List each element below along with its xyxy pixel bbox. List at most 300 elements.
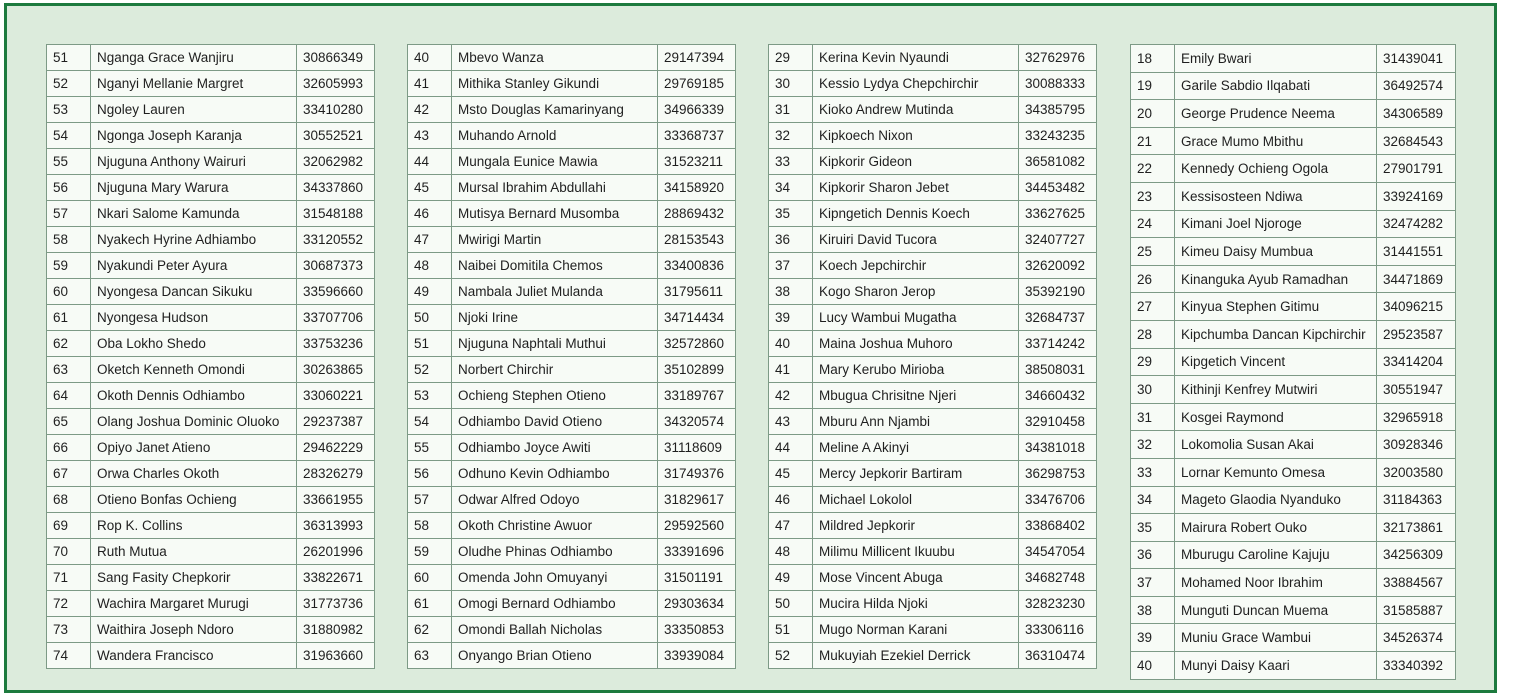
table-row [769, 513, 1097, 539]
id-number-cell: 28869432 [658, 201, 736, 227]
id-number-cell: 34660432 [1019, 383, 1097, 409]
name-cell: Kithinji Kenfrey Mutwiri [1175, 376, 1377, 404]
id-number-cell: 34256309 [1377, 541, 1456, 569]
table-row [1131, 155, 1456, 183]
id-number-cell: 34096215 [1377, 293, 1456, 321]
name-cell: Odhuno Kevin Odhiambo [452, 461, 658, 487]
table-row [769, 357, 1097, 383]
id-number-cell: 34547054 [1019, 539, 1097, 565]
table-row [47, 565, 375, 591]
id-number-cell: 29303634 [658, 591, 736, 617]
table-row [47, 383, 375, 409]
id-number-cell: 32910458 [1019, 409, 1097, 435]
row-number-cell: 62 [47, 331, 91, 357]
id-number-cell: 36492574 [1377, 72, 1456, 100]
name-cell: Garile Sabdio Ilqabati [1175, 72, 1377, 100]
id-number-cell: 30928346 [1377, 431, 1456, 459]
table-row [47, 253, 375, 279]
id-number-cell: 33714242 [1019, 331, 1097, 357]
table-row [408, 435, 736, 461]
name-cell: Mbevo Wanza [452, 45, 658, 71]
table-row [769, 149, 1097, 175]
id-number-cell: 35102899 [658, 357, 736, 383]
name-cell: Njoki Irine [452, 305, 658, 331]
name-cell: Kosgei Raymond [1175, 403, 1377, 431]
name-list-table-4 [1130, 44, 1456, 680]
name-cell: Mugo Norman Karani [813, 617, 1019, 643]
row-number-cell: 21 [1131, 127, 1175, 155]
id-number-cell: 34714434 [658, 305, 736, 331]
id-number-cell: 31118609 [658, 435, 736, 461]
row-number-cell: 37 [769, 253, 813, 279]
name-cell: Msto Douglas Kamarinyang [452, 97, 658, 123]
id-number-cell: 27901791 [1377, 155, 1456, 183]
id-number-cell: 32823230 [1019, 591, 1097, 617]
row-number-cell: 30 [769, 71, 813, 97]
id-number-cell: 33476706 [1019, 487, 1097, 513]
name-cell: Rop K. Collins [91, 513, 297, 539]
table-row [408, 253, 736, 279]
row-number-cell: 44 [408, 149, 452, 175]
table-row [1131, 238, 1456, 266]
name-cell: Okoth Christine Awuor [452, 513, 658, 539]
name-cell: Kioko Andrew Mutinda [813, 97, 1019, 123]
id-number-cell: 32684543 [1377, 127, 1456, 155]
row-number-cell: 53 [47, 97, 91, 123]
name-cell: Grace Mumo Mbithu [1175, 127, 1377, 155]
row-number-cell: 22 [1131, 155, 1175, 183]
name-list-table-3 [768, 44, 1097, 669]
row-number-cell: 52 [408, 357, 452, 383]
row-number-cell: 52 [47, 71, 91, 97]
row-number-cell: 68 [47, 487, 91, 513]
row-number-cell: 53 [408, 383, 452, 409]
table-row [47, 45, 375, 71]
row-number-cell: 67 [47, 461, 91, 487]
name-cell: Otieno Bonfas Ochieng [91, 487, 297, 513]
table-row [408, 201, 736, 227]
table-row [769, 123, 1097, 149]
table-row [1131, 458, 1456, 486]
table-row [408, 591, 736, 617]
name-cell: Ngonga Joseph Karanja [91, 123, 297, 149]
name-cell: Mutisya Bernard Musomba [452, 201, 658, 227]
name-cell: Mose Vincent Abuga [813, 565, 1019, 591]
table-row [408, 227, 736, 253]
name-cell: Njuguna Anthony Wairuri [91, 149, 297, 175]
row-number-cell: 35 [769, 201, 813, 227]
id-number-cell: 33391696 [658, 539, 736, 565]
id-number-cell: 34682748 [1019, 565, 1097, 591]
row-number-cell: 25 [1131, 238, 1175, 266]
table-row [408, 461, 736, 487]
id-number-cell: 33350853 [658, 617, 736, 643]
id-number-cell: 31585887 [1377, 596, 1456, 624]
row-number-cell: 39 [1131, 624, 1175, 652]
table-row [1131, 514, 1456, 542]
name-cell: Kipchumba Dancan Kipchirchir [1175, 320, 1377, 348]
table-row [47, 201, 375, 227]
row-number-cell: 54 [47, 123, 91, 149]
row-number-cell: 61 [408, 591, 452, 617]
name-cell: Koech Jepchirchir [813, 253, 1019, 279]
table-row [408, 331, 736, 357]
table-row [408, 539, 736, 565]
row-number-cell: 27 [1131, 293, 1175, 321]
name-cell: Lucy Wambui Mugatha [813, 305, 1019, 331]
table-row [408, 409, 736, 435]
row-number-cell: 31 [769, 97, 813, 123]
row-number-cell: 60 [408, 565, 452, 591]
row-number-cell: 50 [408, 305, 452, 331]
row-number-cell: 18 [1131, 45, 1175, 73]
id-number-cell: 34306589 [1377, 100, 1456, 128]
name-cell: Mary Kerubo Mirioba [813, 357, 1019, 383]
id-number-cell: 29462229 [297, 435, 375, 461]
id-number-cell: 30866349 [297, 45, 375, 71]
row-number-cell: 63 [47, 357, 91, 383]
name-cell: Mohamed Noor Ibrahim [1175, 569, 1377, 597]
id-number-cell: 32965918 [1377, 403, 1456, 431]
row-number-cell: 40 [408, 45, 452, 71]
id-number-cell: 31548188 [297, 201, 375, 227]
row-number-cell: 56 [408, 461, 452, 487]
id-number-cell: 36313993 [297, 513, 375, 539]
row-number-cell: 45 [408, 175, 452, 201]
id-number-cell: 34320574 [658, 409, 736, 435]
row-number-cell: 41 [408, 71, 452, 97]
id-number-cell: 32620092 [1019, 253, 1097, 279]
row-number-cell: 73 [47, 617, 91, 643]
table-row [1131, 45, 1456, 73]
table-row [769, 305, 1097, 331]
table-row [769, 383, 1097, 409]
row-number-cell: 48 [769, 539, 813, 565]
id-number-cell: 29147394 [658, 45, 736, 71]
name-cell: Kogo Sharon Jerop [813, 279, 1019, 305]
row-number-cell: 30 [1131, 376, 1175, 404]
table-row [769, 539, 1097, 565]
row-number-cell: 32 [769, 123, 813, 149]
id-number-cell: 33306116 [1019, 617, 1097, 643]
table-row [408, 357, 736, 383]
row-number-cell: 34 [769, 175, 813, 201]
row-number-cell: 38 [1131, 596, 1175, 624]
row-number-cell: 26 [1131, 265, 1175, 293]
row-number-cell: 28 [1131, 320, 1175, 348]
id-number-cell: 34158920 [658, 175, 736, 201]
row-number-cell: 65 [47, 409, 91, 435]
name-cell: Odhiambo Joyce Awiti [452, 435, 658, 461]
id-number-cell: 32173861 [1377, 514, 1456, 542]
id-number-cell: 33414204 [1377, 348, 1456, 376]
table-row [47, 357, 375, 383]
row-number-cell: 40 [1131, 652, 1175, 680]
table-row [769, 279, 1097, 305]
id-number-cell: 29523587 [1377, 320, 1456, 348]
name-cell: Munyi Daisy Kaari [1175, 652, 1377, 680]
name-cell: Kessisosteen Ndiwa [1175, 182, 1377, 210]
row-number-cell: 46 [769, 487, 813, 513]
row-number-cell: 51 [769, 617, 813, 643]
table-row [1131, 376, 1456, 404]
table-row [47, 123, 375, 149]
id-number-cell: 33243235 [1019, 123, 1097, 149]
table-row [47, 305, 375, 331]
id-number-cell: 30552521 [297, 123, 375, 149]
name-cell: Mursal Ibrahim Abdullahi [452, 175, 658, 201]
name-cell: Ngoley Lauren [91, 97, 297, 123]
id-number-cell: 30551947 [1377, 376, 1456, 404]
table-row [769, 461, 1097, 487]
name-cell: Orwa Charles Okoth [91, 461, 297, 487]
table-row [769, 409, 1097, 435]
name-cell: Kiruiri David Tucora [813, 227, 1019, 253]
table-row [47, 539, 375, 565]
id-number-cell: 33060221 [297, 383, 375, 409]
id-number-cell: 33661955 [297, 487, 375, 513]
name-cell: Ruth Mutua [91, 539, 297, 565]
id-number-cell: 31523211 [658, 149, 736, 175]
table-row [1131, 265, 1456, 293]
name-cell: Kinanguka Ayub Ramadhan [1175, 265, 1377, 293]
name-cell: Norbert Chirchir [452, 357, 658, 383]
table-row [47, 227, 375, 253]
table-row [769, 591, 1097, 617]
row-number-cell: 34 [1131, 486, 1175, 514]
table-row [1131, 72, 1456, 100]
table-row [408, 71, 736, 97]
row-number-cell: 31 [1131, 403, 1175, 431]
name-cell: Ochieng Stephen Otieno [452, 383, 658, 409]
table-row [408, 45, 736, 71]
id-number-cell: 33120552 [297, 227, 375, 253]
row-number-cell: 69 [47, 513, 91, 539]
row-number-cell: 29 [769, 45, 813, 71]
table-row [47, 331, 375, 357]
table-row [1131, 182, 1456, 210]
row-number-cell: 51 [408, 331, 452, 357]
table-row [769, 201, 1097, 227]
name-cell: Muniu Grace Wambui [1175, 624, 1377, 652]
id-number-cell: 33822671 [297, 565, 375, 591]
name-cell: Nganga Grace Wanjiru [91, 45, 297, 71]
name-cell: Mburu Ann Njambi [813, 409, 1019, 435]
name-cell: Mbugua Chrisitne Njeri [813, 383, 1019, 409]
row-number-cell: 57 [408, 487, 452, 513]
row-number-cell: 35 [1131, 514, 1175, 542]
name-cell: Mageto Glaodia Nyanduko [1175, 486, 1377, 514]
table-row [1131, 569, 1456, 597]
row-number-cell: 60 [47, 279, 91, 305]
name-cell: Mukuyiah Ezekiel Derrick [813, 643, 1019, 669]
id-number-cell: 34966339 [658, 97, 736, 123]
name-cell: Milimu Millicent Ikuubu [813, 539, 1019, 565]
name-cell: Kipgetich Vincent [1175, 348, 1377, 376]
table-row [47, 591, 375, 617]
name-cell: Waithira Joseph Ndoro [91, 617, 297, 643]
id-number-cell: 32572860 [658, 331, 736, 357]
table-row [769, 643, 1097, 669]
id-number-cell: 28326279 [297, 461, 375, 487]
table-row [1131, 127, 1456, 155]
name-cell: Oketch Kenneth Omondi [91, 357, 297, 383]
row-number-cell: 61 [47, 305, 91, 331]
row-number-cell: 50 [769, 591, 813, 617]
name-cell: Kessio Lydya Chepchirchir [813, 71, 1019, 97]
name-cell: Kinyua Stephen Gitimu [1175, 293, 1377, 321]
row-number-cell: 56 [47, 175, 91, 201]
row-number-cell: 47 [408, 227, 452, 253]
id-number-cell: 30088333 [1019, 71, 1097, 97]
row-number-cell: 66 [47, 435, 91, 461]
row-number-cell: 58 [47, 227, 91, 253]
id-number-cell: 32762976 [1019, 45, 1097, 71]
name-cell: Kerina Kevin Nyaundi [813, 45, 1019, 71]
name-cell: Oba Lokho Shedo [91, 331, 297, 357]
table-row [1131, 100, 1456, 128]
row-number-cell: 39 [769, 305, 813, 331]
row-number-cell: 42 [769, 383, 813, 409]
id-number-cell: 33924169 [1377, 182, 1456, 210]
table-row [408, 279, 736, 305]
id-number-cell: 29237387 [297, 409, 375, 435]
table-row [1131, 624, 1456, 652]
id-number-cell: 32605993 [297, 71, 375, 97]
table-row [769, 97, 1097, 123]
table-row [1131, 486, 1456, 514]
table-row [47, 643, 375, 669]
table-row [769, 227, 1097, 253]
row-number-cell: 55 [47, 149, 91, 175]
row-number-cell: 52 [769, 643, 813, 669]
row-number-cell: 48 [408, 253, 452, 279]
table-row [408, 643, 736, 669]
row-number-cell: 74 [47, 643, 91, 669]
id-number-cell: 31829617 [658, 487, 736, 513]
table-row [1131, 348, 1456, 376]
name-cell: Maina Joshua Muhoro [813, 331, 1019, 357]
table-row [769, 331, 1097, 357]
table-row [47, 175, 375, 201]
row-number-cell: 42 [408, 97, 452, 123]
name-cell: Opiyo Janet Atieno [91, 435, 297, 461]
id-number-cell: 33884567 [1377, 569, 1456, 597]
name-cell: Lokomolia Susan Akai [1175, 431, 1377, 459]
name-list-table-2 [407, 44, 736, 669]
table-row [408, 123, 736, 149]
name-cell: Mungala Eunice Mawia [452, 149, 658, 175]
row-number-cell: 40 [769, 331, 813, 357]
name-cell: Nyongesa Hudson [91, 305, 297, 331]
id-number-cell: 33340392 [1377, 652, 1456, 680]
name-cell: Oludhe Phinas Odhiambo [452, 539, 658, 565]
name-cell: Nyakundi Peter Ayura [91, 253, 297, 279]
id-number-cell: 33707706 [297, 305, 375, 331]
row-number-cell: 20 [1131, 100, 1175, 128]
row-number-cell: 55 [408, 435, 452, 461]
name-cell: Mildred Jepkorir [813, 513, 1019, 539]
name-cell: Kipkorir Sharon Jebet [813, 175, 1019, 201]
table-row [769, 71, 1097, 97]
id-number-cell: 31749376 [658, 461, 736, 487]
table-row [408, 513, 736, 539]
name-cell: Olang Joshua Dominic Oluoko [91, 409, 297, 435]
id-number-cell: 31773736 [297, 591, 375, 617]
table-row [408, 175, 736, 201]
id-number-cell: 33596660 [297, 279, 375, 305]
table-row [47, 97, 375, 123]
table-row [1131, 293, 1456, 321]
id-number-cell: 31963660 [297, 643, 375, 669]
name-cell: Kipngetich Dennis Koech [813, 201, 1019, 227]
table-row [769, 175, 1097, 201]
id-number-cell: 32407727 [1019, 227, 1097, 253]
row-number-cell: 62 [408, 617, 452, 643]
row-number-cell: 47 [769, 513, 813, 539]
id-number-cell: 33627625 [1019, 201, 1097, 227]
name-list-table-1 [46, 44, 375, 669]
row-number-cell: 36 [1131, 541, 1175, 569]
id-number-cell: 32684737 [1019, 305, 1097, 331]
name-cell: Odwar Alfred Odoyo [452, 487, 658, 513]
id-number-cell: 38508031 [1019, 357, 1097, 383]
table-row [769, 487, 1097, 513]
name-cell: Naibei Domitila Chemos [452, 253, 658, 279]
id-number-cell: 33939084 [658, 643, 736, 669]
id-number-cell: 33868402 [1019, 513, 1097, 539]
table-row [408, 97, 736, 123]
id-number-cell: 29769185 [658, 71, 736, 97]
id-number-cell: 33410280 [297, 97, 375, 123]
name-cell: Njuguna Naphtali Muthui [452, 331, 658, 357]
name-cell: George Prudence Neema [1175, 100, 1377, 128]
name-cell: Mithika Stanley Gikundi [452, 71, 658, 97]
id-number-cell: 36310474 [1019, 643, 1097, 669]
name-cell: Munguti Duncan Muema [1175, 596, 1377, 624]
row-number-cell: 43 [769, 409, 813, 435]
row-number-cell: 59 [408, 539, 452, 565]
id-number-cell: 31795611 [658, 279, 736, 305]
row-number-cell: 71 [47, 565, 91, 591]
id-number-cell: 31880982 [297, 617, 375, 643]
row-number-cell: 49 [769, 565, 813, 591]
table-row [1131, 652, 1456, 680]
table-row [408, 487, 736, 513]
row-number-cell: 70 [47, 539, 91, 565]
id-number-cell: 30687373 [297, 253, 375, 279]
name-cell: Wandera Francisco [91, 643, 297, 669]
table-row [408, 383, 736, 409]
row-number-cell: 33 [1131, 458, 1175, 486]
table-row [1131, 210, 1456, 238]
name-cell: Onyango Brian Otieno [452, 643, 658, 669]
name-cell: Njuguna Mary Warura [91, 175, 297, 201]
id-number-cell: 33189767 [658, 383, 736, 409]
id-number-cell: 33753236 [297, 331, 375, 357]
name-cell: Okoth Dennis Odhiambo [91, 383, 297, 409]
id-number-cell: 30263865 [297, 357, 375, 383]
name-cell: Kennedy Ochieng Ogola [1175, 155, 1377, 183]
row-number-cell: 29 [1131, 348, 1175, 376]
table-row [769, 253, 1097, 279]
row-number-cell: 36 [769, 227, 813, 253]
table-row [47, 279, 375, 305]
row-number-cell: 19 [1131, 72, 1175, 100]
table-row [47, 461, 375, 487]
id-number-cell: 31441551 [1377, 238, 1456, 266]
table-row [47, 71, 375, 97]
